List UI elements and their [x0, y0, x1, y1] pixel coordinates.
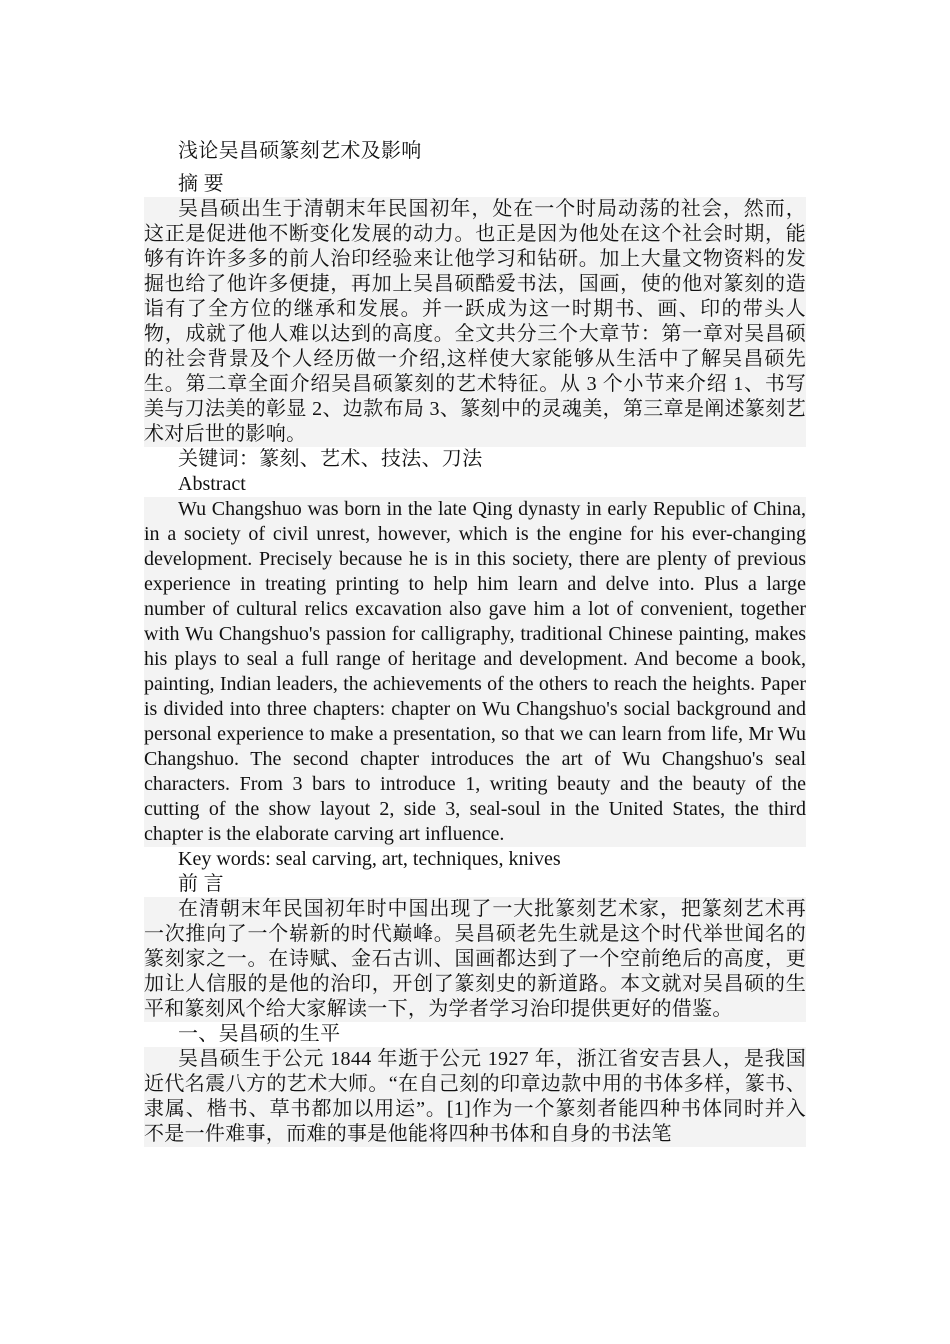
keywords-en: Key words: seal carving, art, techniques, knives	[178, 848, 561, 870]
preface-paragraph: 在清朝末年民国初年时中国出现了一大批篆刻艺术家，把篆刻艺术再一次推向了一个崭新的时代巅峰。吴昌硕老先生就是这个时代举世闻名的篆刻家之一。在诗赋、金石古训、国画都达到了一个空前绝后的高度，更加让人信服的是他的治印，开创了篆刻史的新道路。本文就对吴昌硕的生平和篆刻风个给大家解读一下，为学者学习治印提供更好的借鉴。	[144, 898, 806, 1020]
document-body	[144, 136, 806, 1147]
keywords-zh: 关键词：篆刻、艺术、技法、刀法	[178, 448, 483, 470]
preface-heading: 前 言	[178, 873, 224, 895]
abstract-en-paragraph: Wu Changshuo was born in the late Qing dynasty in early Republic of China, in a society of civil unrest, however, which is the engine for his ever-changing development. Precisely because he is in this society, there are plenty of previous experience in treating printing to help him learn and delve into. Plus a large number of cultural relics excavation also gave him a lot of convenient, together with Wu Changshuo's passion for calligraphy, traditional Chinese painting, makes his plays to seal a full range of heritage and development. And become a book, painting, Indian leaders, the achievements of the others to reach the heights. Paper is divided into three chapters: chapter on Wu Changshuo's social background and personal experience to make a presentation, so that we can learn from life, Mr Wu Changshuo. The second chapter introduces the art of Wu Changshuo's seal characters. From 3 bars to introduce 1, writing beauty and the beauty of the cutting of the show layout 2, side 3, seal-soul in the United States, the third chapter is the elaborate carving art influence.	[144, 498, 806, 845]
section1-heading: 一、吴昌硕的生平	[178, 1023, 341, 1045]
abstract-zh-paragraph: 吴昌硕出生于清朝末年民国初年，处在一个时局动荡的社会，然而，这正是促进他不断变化发展的动力。也正是因为他处在这个社会时期，能够有许许多多的前人治印经验来让他学习和钻研。加上大量文物资料的发掘也给了他许多便捷，再加上吴昌硕酷爱书法，国画，使的他对篆刻的造诣有了全方位的继承和发展。并一跃成为这一时期书、画、印的带头人物，成就了他人难以达到的高度。全文共分三个大章节：第一章对吴昌硕的社会背景及个人经历做一介绍,这样使大家能够从生活中了解吴昌硕先生。第二章全面介绍吴昌硕篆刻的艺术特征。从 3 个小节来介绍 1、书写美与刀法美的彰显 2、边款布局 3、篆刻中的灵魂美，第三章是阐述篆刻艺术对后世的影响。	[144, 198, 806, 445]
abstract-en-heading: Abstract	[178, 473, 246, 495]
document-title: 浅论吴昌硕篆刻艺术及影响	[178, 138, 422, 162]
abstract-zh-heading: 摘 要	[178, 173, 224, 195]
section1-paragraph: 吴昌硕生于公元 1844 年逝于公元 1927 年，浙江省安吉县人，是我国近代名震八方的艺术大师。“在自己刻的印章边款中用的书体多样，篆书、隶属、楷书、草书都加以用运”。[1]作为一个篆刻者能四种书体同时并入不是一件难事，而难的事是他能将四种书体和自身的书法笔	[144, 1048, 806, 1145]
